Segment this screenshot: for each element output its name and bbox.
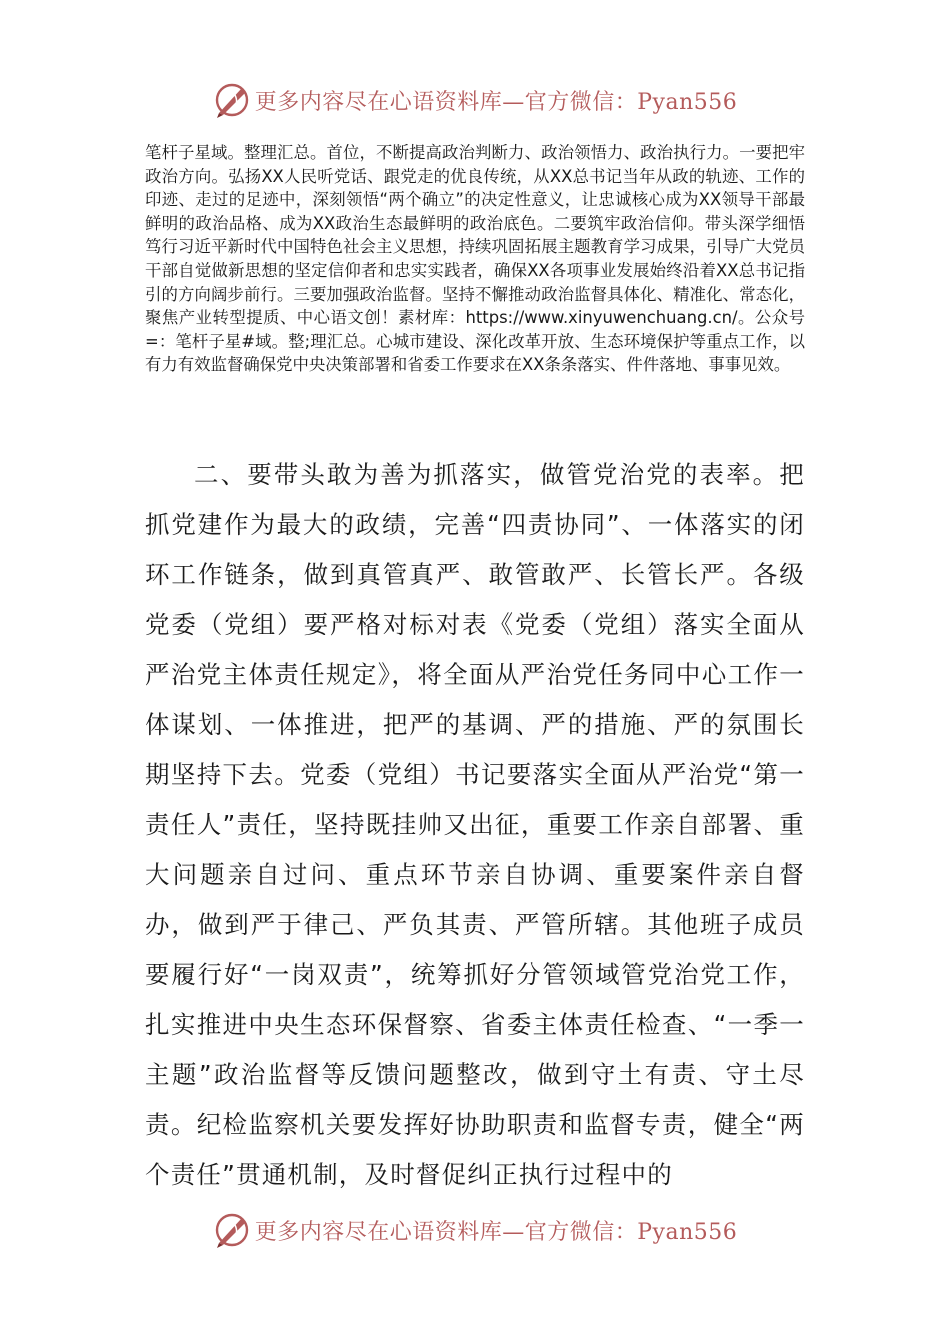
pen-circle-logo-icon xyxy=(213,81,251,119)
section-two-paragraph: 二、要带头敢为善为抓落实，做管党治党的表率。把抓党建作为最大的政绩，完善“四责协同”、一体落实的闭环工作链条，做到真管真严、敢管敢严、长管长严。各级党委（党组）要严格对标对表《党委（党组）落实全面从严治党主体责任规定》，将全面从严治党任务同中心工作一体谋划、一体推进，把严的基调、严的措施、严的氛围长期坚持下去。党委（党组）书记要落实全面从严治党“第一责任人”责任，坚持既挂帅又出征，重要工作亲自部署、重大问题亲自过问、重点环节亲自协调、重要案件亲自督办，做到严于律己、严负其责、严管所辖。其他班子成员要履行好“一岗双责”，统筹抓好分管领域管党治党工作，扎实推进中央生态环保督察、省委主体责任检查、“一季一主题”政治监督等反馈问题整改，做到守土有责、守土尽责。纪检监察机关要发挥好协助职责和监督专责，健全“两个责任”贯通机制，及时督促纠正执行过程中的 xyxy=(145,460,805,1189)
header-banner-text: 更多内容尽在心语资料库—官方微信：Pyan556 xyxy=(254,89,738,115)
footer-banner-text: 更多内容尽在心语资料库—官方微信：Pyan556 xyxy=(254,1219,738,1245)
header-banner xyxy=(0,80,950,120)
continued-paragraph: 笔杆子星域。整理汇总。首位，不断提高政治判断力、政治领悟力、政治执行力。一要把牢政治方向。弘扬XX人民听党话、跟党走的优良传统，从XX总书记当年从政的轨迹、工作的印迹、走过的足迹中，深刻领悟“两个确立”的决定性意义，让忠诚核心成为XX领导干部最鲜明的政治品格、成为XX政治生态最鲜明的政治底色。二要筑牢政治信仰。带头深学细悟笃行习近平新时代中国特色社会主义思想，持续巩固拓展主题教育学习成果，引导广大党员干部自觉做新思想的坚定信仰者和忠实实践者，确保XX各项事业发展始终沿着XX总书记指引的方向阔步前行。三要加强政治监督。坚持不懈推动政治监督具体化、精准化、常态化，聚焦产业转型提质、中心语文创！素材库：https://www.xinyuwenchuang.cn/。公众号=：笔杆子星#域。整;理汇总。心城市建设、深化改革开放、生态环境保护等重点工作，以有力有效监督确保党中央决策部署和省委工作要求在XX条条落实、件件落地、事事见效。 xyxy=(145,143,805,375)
pen-circle-logo-icon xyxy=(213,1211,251,1249)
footer-banner xyxy=(0,1210,950,1250)
